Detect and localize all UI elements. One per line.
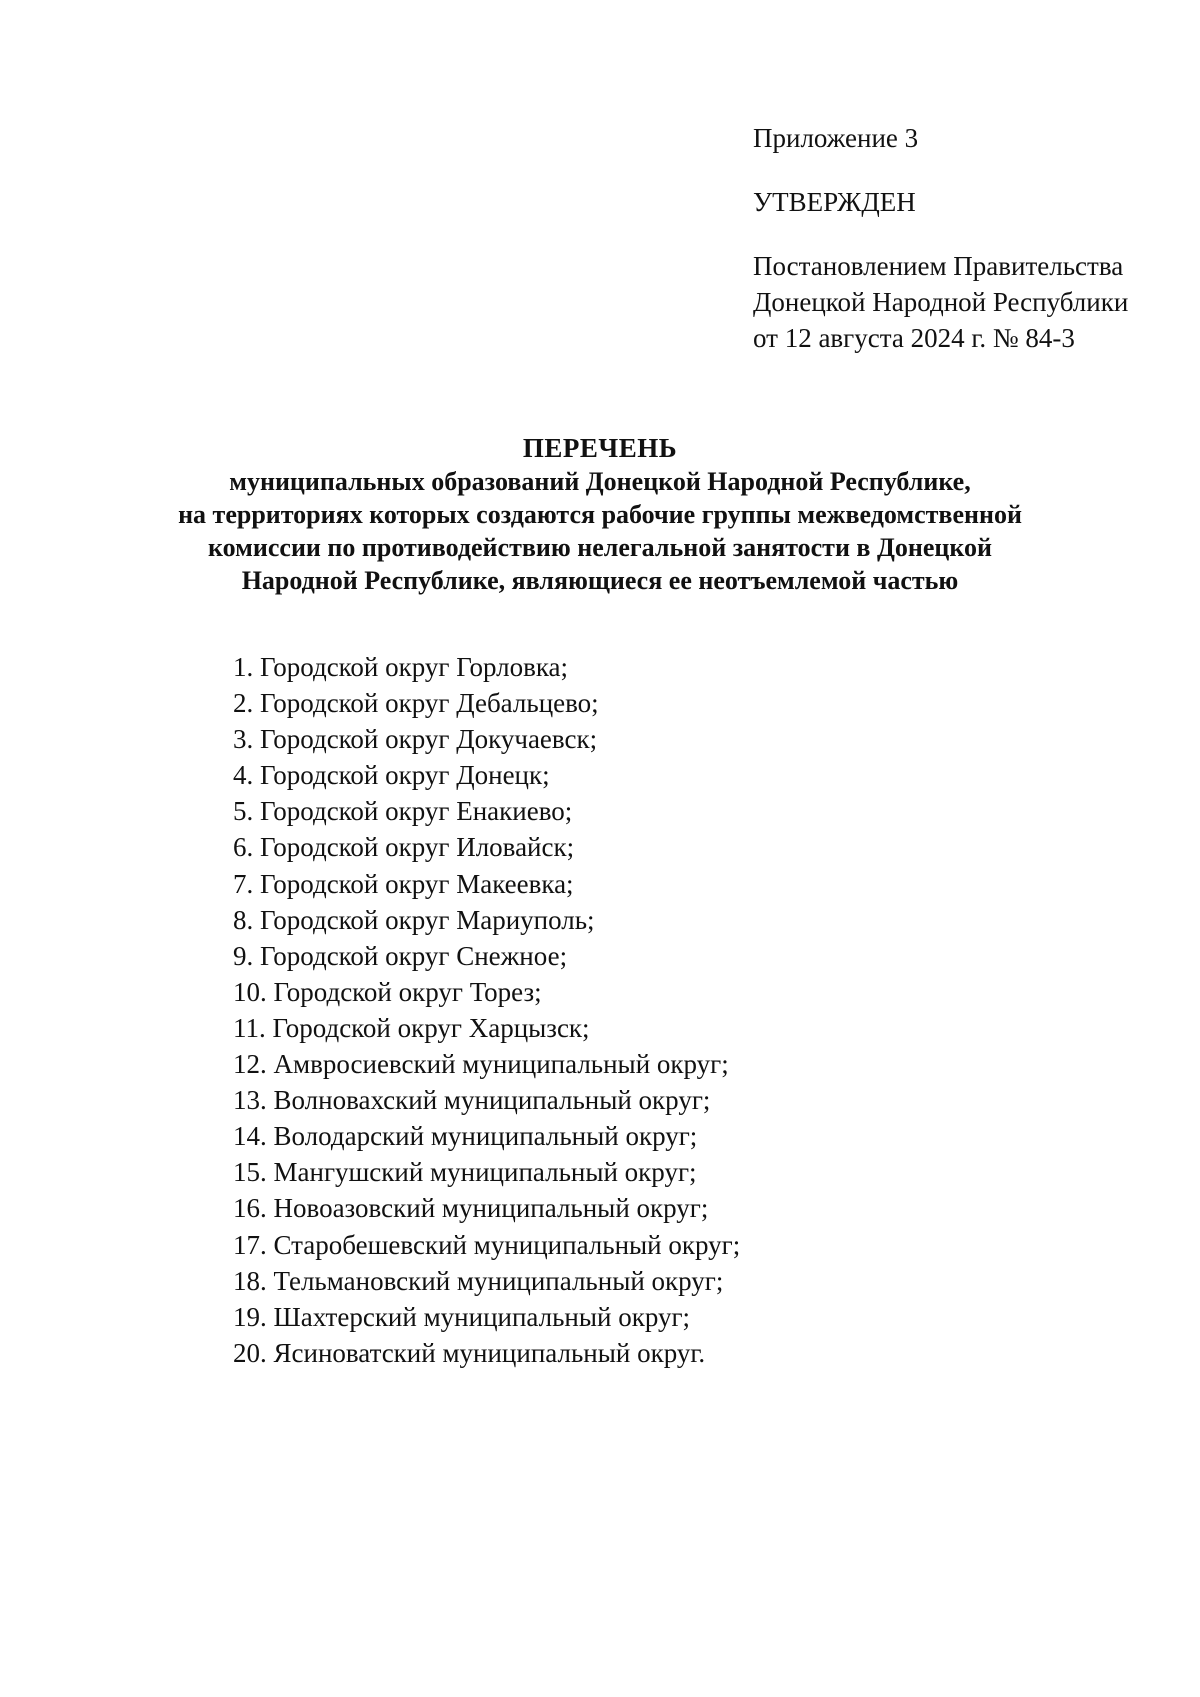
list-item: 5. Городской округ Енакиево;	[233, 796, 573, 827]
annex-label: Приложение 3	[753, 123, 919, 153]
list-item: 1. Городской округ Горловка;	[233, 652, 569, 682]
list-item: 10. Городской округ Торез;	[233, 976, 542, 1007]
document-title: ПЕРЕЧЕНЬ	[522, 433, 678, 463]
list-item: 3. Городской округ Докучаевск;	[233, 724, 598, 755]
document-subtitle-line: Народной Республике, являющиеся ее неотъемлемой частью	[241, 566, 959, 595]
list-item: 15. Мангушский муниципальный округ;	[233, 1157, 697, 1188]
list-item: 9. Городской округ Снежное;	[233, 940, 568, 971]
document-title-block	[100, 432, 1100, 597]
document-subtitle-line: комиссии по противодействию нелегальной занятости в Донецкой	[208, 533, 992, 562]
list-item: 14. Володарский муниципальный округ;	[233, 1121, 698, 1152]
list-item: 11. Городской округ Харцызск;	[233, 1012, 590, 1043]
list-item: 19. Шахтерский муниципальный округ;	[233, 1301, 691, 1332]
list-item: 8. Городской округ Мариуполь;	[233, 904, 595, 935]
approval-status: УТВЕРЖДЕН	[753, 187, 916, 217]
list-item: 20. Ясиноватский муниципальный округ.	[233, 1337, 706, 1368]
list-item: 2. Городской округ Дебальцево;	[233, 688, 599, 719]
decree-line: от 12 августа 2024 г. № 84-3	[753, 323, 1075, 353]
list-item: 16. Новоазовский муниципальный округ;	[233, 1193, 709, 1224]
list-item: 13. Волновахский муниципальный округ;	[233, 1085, 711, 1116]
approval-block	[753, 120, 1173, 356]
list-item: 12. Амвросиевский муниципальный округ;	[233, 1049, 729, 1080]
list-item: 6. Городской округ Иловайск;	[233, 832, 575, 863]
document-subtitle-line: муниципальных образований Донецкой Народной Республике,	[229, 467, 971, 496]
decree-line: Донецкой Народной Республики	[753, 287, 1129, 317]
list-item: 17. Старобешевский муниципальный округ;	[233, 1229, 741, 1260]
list-item: 7. Городской округ Макеевка;	[233, 868, 574, 899]
municipality-list	[233, 649, 1033, 1371]
list-item: 4. Городской округ Донецк;	[233, 760, 550, 791]
decree-line: Постановлением Правительства	[753, 251, 1124, 281]
document-subtitle-line: на территориях которых создаются рабочие группы межведомственной	[178, 500, 1022, 529]
list-item: 18. Тельмановский муниципальный округ;	[233, 1265, 724, 1296]
